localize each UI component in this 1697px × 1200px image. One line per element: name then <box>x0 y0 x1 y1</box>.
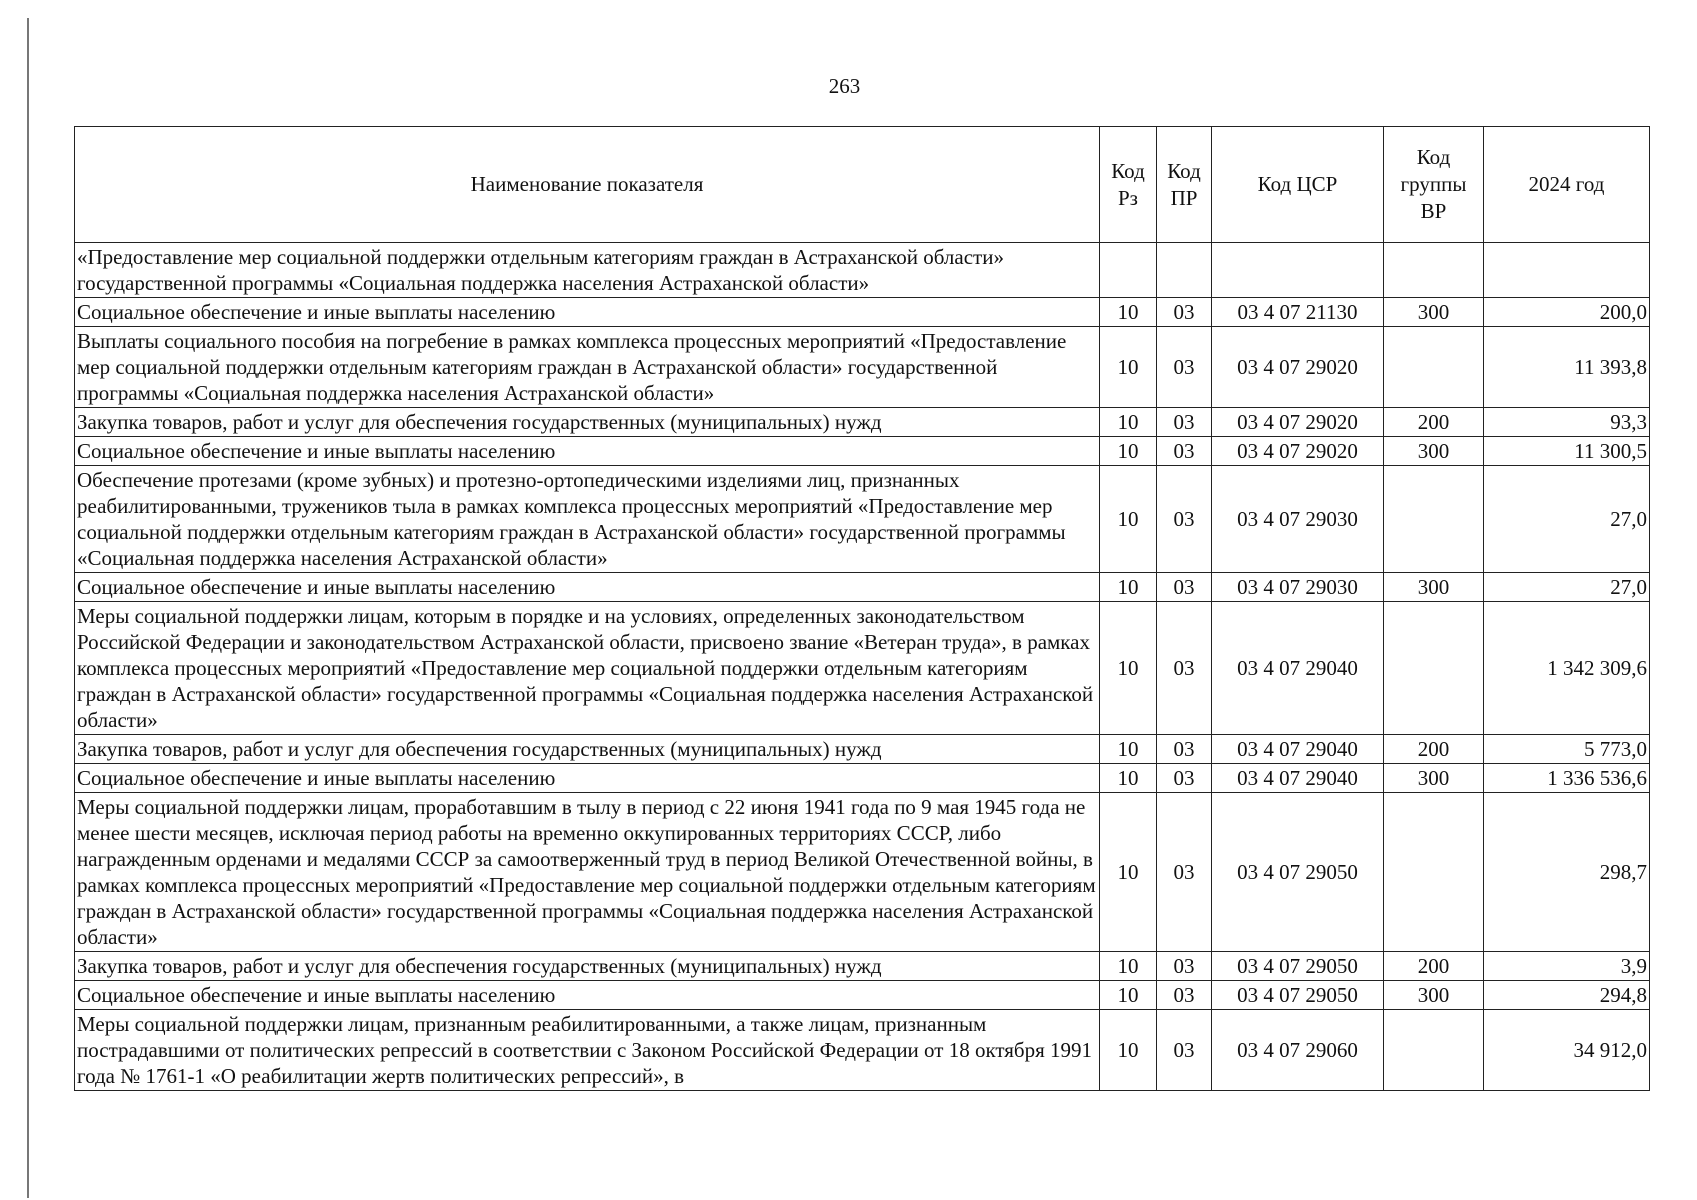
page-number <box>0 74 1697 99</box>
cell-vr: 300 <box>1384 764 1484 793</box>
cell-name: Меры социальной поддержки лицам, которым в порядке и на условиях, определенных законодательством Российской Федерации и законодательством Астраханской области, присвоено звание «Ветеран труда», в рамках комплекса процессных мероприятий «Предоставление мер социальной поддержки отдельным категориям граждан в Астраханской области» государственной программы «Социальная поддержка населения Астраханской области» <box>75 602 1100 735</box>
cell-vr: 300 <box>1384 573 1484 602</box>
cell-csr: 03 4 07 29030 <box>1212 573 1384 602</box>
cell-pr: 03 <box>1157 764 1212 793</box>
cell-amount: 1 336 536,6 <box>1484 764 1650 793</box>
cell-vr <box>1384 793 1484 952</box>
cell-csr: 03 4 07 29020 <box>1212 327 1384 408</box>
cell-csr: 03 4 07 29020 <box>1212 437 1384 466</box>
cell-pr: 03 <box>1157 602 1212 735</box>
cell-name: Социальное обеспечение и иные выплаты населению <box>75 298 1100 327</box>
header-year: 2024 год <box>1484 127 1650 243</box>
table-row <box>75 1010 1650 1091</box>
table-row <box>75 243 1650 298</box>
cell-pr: 03 <box>1157 981 1212 1010</box>
table-row <box>75 735 1650 764</box>
cell-rz <box>1100 243 1157 298</box>
table-row <box>75 437 1650 466</box>
cell-csr: 03 4 07 29060 <box>1212 1010 1384 1091</box>
table-row <box>75 573 1650 602</box>
cell-pr: 03 <box>1157 793 1212 952</box>
cell-csr <box>1212 243 1384 298</box>
cell-name: Социальное обеспечение и иные выплаты населению <box>75 981 1100 1010</box>
cell-amount: 5 773,0 <box>1484 735 1650 764</box>
cell-pr <box>1157 243 1212 298</box>
cell-name: Социальное обеспечение и иные выплаты населению <box>75 764 1100 793</box>
table-row <box>75 793 1650 952</box>
cell-pr: 03 <box>1157 298 1212 327</box>
cell-rz: 10 <box>1100 466 1157 573</box>
scan-margin-line <box>27 18 29 1198</box>
cell-amount: 1 342 309,6 <box>1484 602 1650 735</box>
cell-csr: 03 4 07 29020 <box>1212 408 1384 437</box>
cell-name: Меры социальной поддержки лицам, проработавшим в тылу в период с 22 июня 1941 года по 9 мая 1945 года не менее шести месяцев, исключая период работы на временно оккупированных территориях СССР, либо награжденным орденами и медалями СССР за самоотверженный труд в период Великой Отечественной войны, в рамках комплекса процессных мероприятий «Предоставление мер социальной поддержки отдельным категориям граждан в Астраханской области» государственной программы «Социальная поддержка населения Астраханской области» <box>75 793 1100 952</box>
cell-pr: 03 <box>1157 327 1212 408</box>
cell-csr: 03 4 07 29040 <box>1212 602 1384 735</box>
header-name: Наименование показателя <box>75 127 1100 243</box>
cell-rz: 10 <box>1100 952 1157 981</box>
cell-amount: 27,0 <box>1484 573 1650 602</box>
cell-csr: 03 4 07 29040 <box>1212 735 1384 764</box>
table-row <box>75 981 1650 1010</box>
table-row <box>75 602 1650 735</box>
cell-rz: 10 <box>1100 408 1157 437</box>
cell-name: Меры социальной поддержки лицам, признанным реабилитированными, а также лицам, признанным пострадавшими от политических репрессий в соответствии с Законом Российской Федерации от 18 октября 1991 года № 1761-1 «О реабилитации жертв политических репрессий», в <box>75 1010 1100 1091</box>
cell-amount: 11 393,8 <box>1484 327 1650 408</box>
budget-table <box>74 126 1650 1091</box>
cell-vr: 300 <box>1384 437 1484 466</box>
cell-csr: 03 4 07 29050 <box>1212 952 1384 981</box>
table-header <box>75 127 1650 243</box>
cell-rz: 10 <box>1100 764 1157 793</box>
table-row <box>75 408 1650 437</box>
cell-vr: 200 <box>1384 735 1484 764</box>
cell-vr <box>1384 466 1484 573</box>
cell-vr: 300 <box>1384 981 1484 1010</box>
cell-pr: 03 <box>1157 437 1212 466</box>
table-body <box>75 243 1650 1091</box>
cell-name: Выплаты социального пособия на погребение в рамках комплекса процессных мероприятий «Предоставление мер социальной поддержки отдельным категориям граждан в Астраханской области» государственной программы «Социальная поддержка населения Астраханской области» <box>75 327 1100 408</box>
cell-rz: 10 <box>1100 602 1157 735</box>
table-row <box>75 298 1650 327</box>
cell-name: Социальное обеспечение и иные выплаты населению <box>75 573 1100 602</box>
cell-vr: 200 <box>1384 952 1484 981</box>
cell-amount: 294,8 <box>1484 981 1650 1010</box>
cell-amount: 11 300,5 <box>1484 437 1650 466</box>
header-vr: Код группы ВР <box>1384 127 1484 243</box>
cell-name: «Предоставление мер социальной поддержки отдельным категориям граждан в Астраханской области» государственной программы «Социальная поддержка населения Астраханской области» <box>75 243 1100 298</box>
cell-name: Обеспечение протезами (кроме зубных) и протезно-ортопедическими изделиями лиц, признанных реабилитированными, тружеников тыла в рамках комплекса процессных мероприятий «Предоставление мер социальной поддержки отдельным категориям граждан в Астраханской области» государственной программы «Социальная поддержка населения Астраханской области» <box>75 466 1100 573</box>
cell-csr: 03 4 07 21130 <box>1212 298 1384 327</box>
cell-name: Закупка товаров, работ и услуг для обеспечения государственных (муниципальных) нужд <box>75 735 1100 764</box>
cell-rz: 10 <box>1100 735 1157 764</box>
cell-rz: 10 <box>1100 981 1157 1010</box>
cell-csr: 03 4 07 29040 <box>1212 764 1384 793</box>
cell-amount: 34 912,0 <box>1484 1010 1650 1091</box>
cell-vr <box>1384 327 1484 408</box>
page-number-text: 263 <box>828 74 861 98</box>
cell-pr: 03 <box>1157 573 1212 602</box>
cell-rz: 10 <box>1100 573 1157 602</box>
cell-pr: 03 <box>1157 735 1212 764</box>
header-rz: Код Рз <box>1100 127 1157 243</box>
table-row <box>75 952 1650 981</box>
table-row <box>75 466 1650 573</box>
cell-amount <box>1484 243 1650 298</box>
cell-rz: 10 <box>1100 298 1157 327</box>
cell-rz: 10 <box>1100 1010 1157 1091</box>
cell-vr: 300 <box>1384 298 1484 327</box>
cell-amount: 93,3 <box>1484 408 1650 437</box>
table-row <box>75 764 1650 793</box>
cell-csr: 03 4 07 29050 <box>1212 793 1384 952</box>
cell-pr: 03 <box>1157 1010 1212 1091</box>
header-row <box>75 127 1650 243</box>
cell-amount: 3,9 <box>1484 952 1650 981</box>
cell-amount: 27,0 <box>1484 466 1650 573</box>
cell-vr <box>1384 243 1484 298</box>
header-pr: Код ПР <box>1157 127 1212 243</box>
cell-name: Социальное обеспечение и иные выплаты населению <box>75 437 1100 466</box>
cell-vr <box>1384 1010 1484 1091</box>
cell-name: Закупка товаров, работ и услуг для обеспечения государственных (муниципальных) нужд <box>75 952 1100 981</box>
cell-rz: 10 <box>1100 437 1157 466</box>
cell-pr: 03 <box>1157 466 1212 573</box>
header-csr: Код ЦСР <box>1212 127 1384 243</box>
cell-rz: 10 <box>1100 327 1157 408</box>
cell-csr: 03 4 07 29050 <box>1212 981 1384 1010</box>
cell-amount: 200,0 <box>1484 298 1650 327</box>
table-row <box>75 327 1650 408</box>
cell-csr: 03 4 07 29030 <box>1212 466 1384 573</box>
cell-pr: 03 <box>1157 408 1212 437</box>
cell-amount: 298,7 <box>1484 793 1650 952</box>
cell-name: Закупка товаров, работ и услуг для обеспечения государственных (муниципальных) нужд <box>75 408 1100 437</box>
cell-rz: 10 <box>1100 793 1157 952</box>
cell-vr <box>1384 602 1484 735</box>
cell-vr: 200 <box>1384 408 1484 437</box>
cell-pr: 03 <box>1157 952 1212 981</box>
